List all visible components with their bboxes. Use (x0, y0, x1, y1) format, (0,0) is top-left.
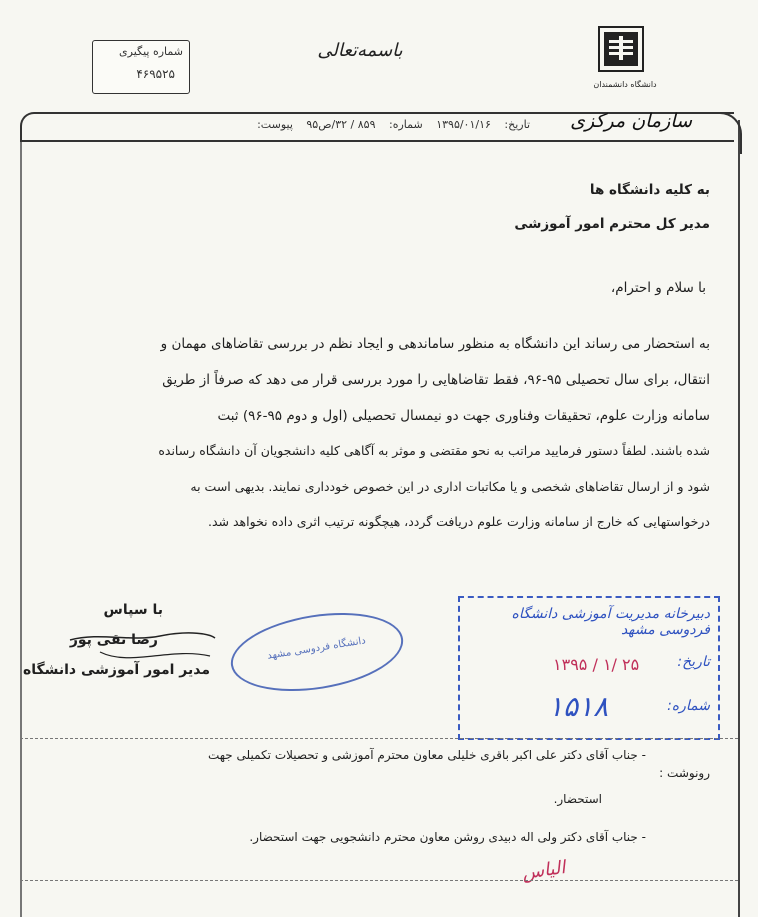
tracking-number: ۴۶۹۵۲۵ (136, 67, 175, 81)
signature-name: رضا تقی پور (69, 632, 158, 648)
bismillah-heading: باسمه‌تعالی (317, 40, 403, 61)
handwritten-note: الیاس (520, 857, 567, 884)
date-value: ۱۳۹۵/۰۱/۱۶ (436, 118, 491, 131)
org-name: سازمان مرکزی (570, 110, 692, 132)
date-label: تاریخ: (504, 118, 530, 131)
stamp-date-value: ۱۳۹۵ / ۱/ ۲۵ (553, 655, 640, 674)
logo-caption: دانشگاه دانشمندان (593, 80, 657, 89)
tracking-box (92, 40, 190, 94)
stamp-date-label: تاریخ: (677, 654, 710, 670)
frame-corner (690, 112, 742, 154)
body-line: سامانه وزارت علوم، تحقیقات وفناوری جهت دو نیمسال تحصیلی (اول و دوم ۹۵-۹۶) ثبت (217, 408, 710, 424)
ministry-logo-icon (598, 26, 644, 72)
header-fields (130, 118, 530, 131)
cc-line-1: - جناب آقای دکتر علی اکبر باقری خلیلی معاون محترم آموزشی و تحصیلات تکمیلی جهت (207, 748, 646, 762)
number-value: ۸۵۹ / ۳۲/ص۹۵ (306, 118, 376, 131)
cc-label: رونوشت : (659, 766, 710, 780)
body-line: شده باشند. لطفاً دستور فرمایید مراتب به نحو مقتضی و موثر به آگاهی کلیه دانشجویان آن دانشگاه رسانده (158, 443, 710, 458)
recipient-line-1: به کلیه دانشگاه ها (589, 182, 710, 198)
body-line: انتقال، برای سال تحصیلی ۹۵-۹۶، فقط تقاضاهایی را مورد بررسی قرار می دهد که صرفاً از طریق (162, 372, 710, 388)
frame-right-border (738, 120, 740, 917)
signature-closing: با سپاس (103, 602, 163, 618)
recipient-line-2: مدیر کل محترم امور آموزشی (514, 216, 710, 232)
attachment-label: پیوست: (257, 118, 293, 131)
body-line: درخواستهایی که خارج از سامانه وزارت علوم دریافت گردد، هیچگونه ترتیب اثری داده نخواهد شد. (208, 514, 710, 529)
cc-line-1b: استحضار. (553, 792, 602, 806)
signature-title: مدیر امور آموزشی دانشگاه (22, 662, 210, 678)
cc-line-2: - جناب آقای دکتر ولی اله دبیدی روشن معاون محترم دانشجویی جهت استحضار. (249, 830, 646, 844)
body-line: شود و از ارسال تقاضاهای شخصی و یا مکاتبات اداری در این خصوص خودداری نمایند. بدیهی است به (190, 479, 710, 494)
stamp-title: دبیرخانه مدیریت آموزشی دانشگاه فردوسی مشهد (511, 606, 710, 638)
university-seal (225, 602, 408, 702)
greeting: با سلام و احترام، (610, 280, 706, 296)
bottom-divider (20, 880, 738, 881)
number-label: شماره: (389, 118, 423, 131)
stamp-number-value: ۱۵۱۸ (548, 690, 609, 723)
frame-left-border (20, 138, 22, 917)
signature-scrawl (60, 612, 220, 682)
stamp-number-label: شماره: (667, 698, 710, 714)
cc-divider (20, 738, 738, 739)
tracking-label: شماره پیگیری (119, 45, 183, 58)
body-line: به استحضار می رساند این دانشگاه به منظور ساماندهی و ایجاد نظم در بررسی تقاضاهای مهمان و (160, 336, 710, 352)
seal-text: دانشگاه فردوسی مشهد (266, 635, 367, 662)
